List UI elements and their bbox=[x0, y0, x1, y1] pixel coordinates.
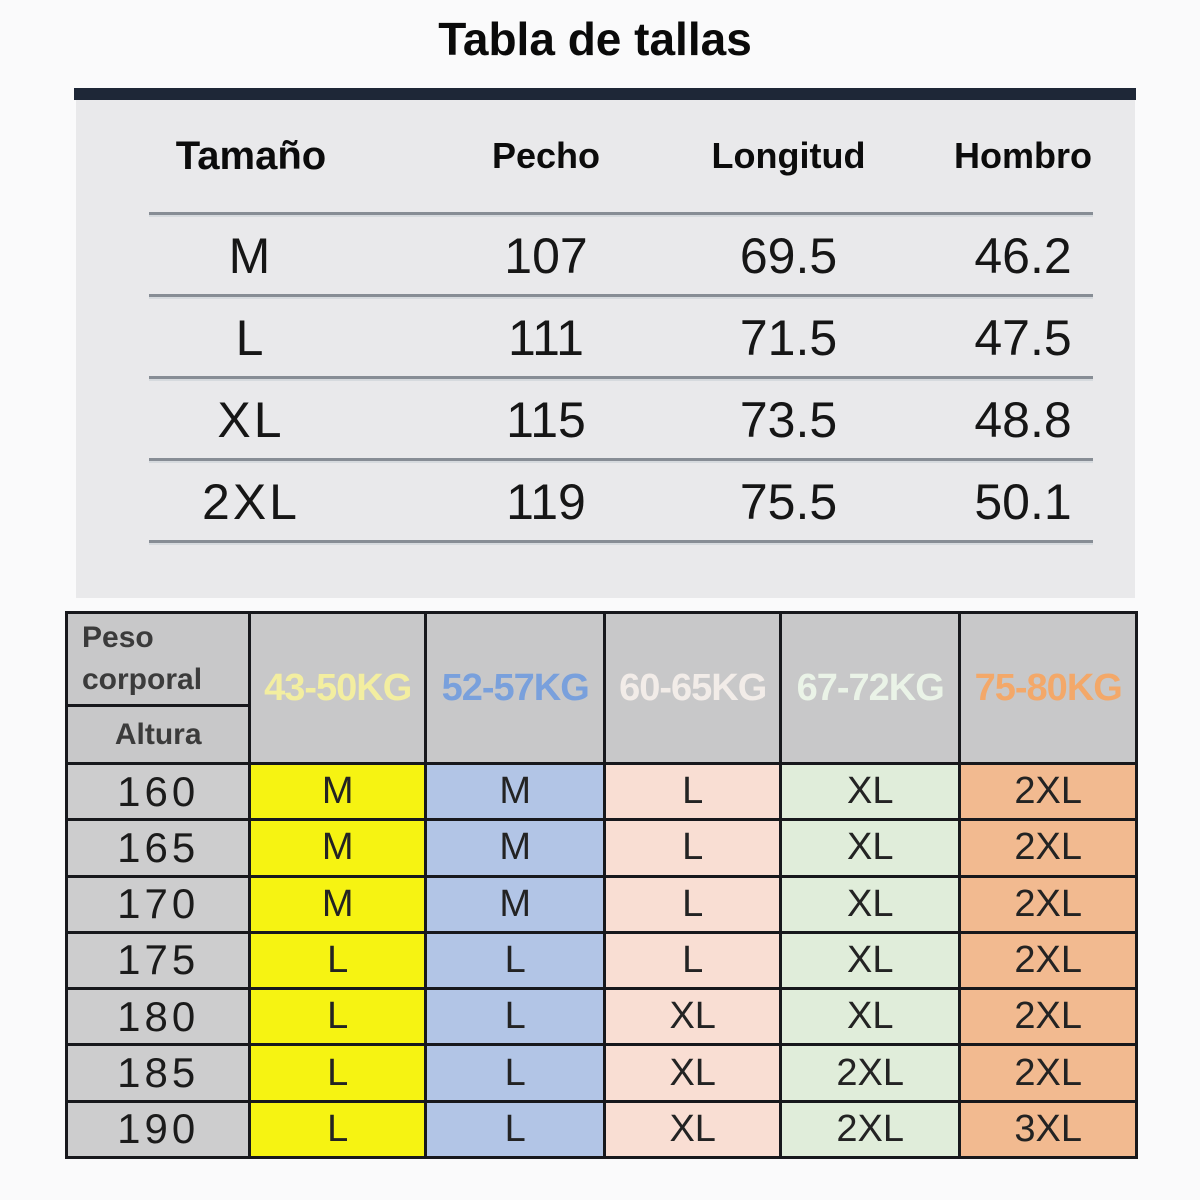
length-value: 73.5 bbox=[739, 392, 838, 448]
shoulder-value: 46.2 bbox=[974, 228, 1072, 284]
size-cell: L bbox=[606, 878, 779, 931]
length-value: 69.5 bbox=[739, 228, 838, 284]
measurements-header-row bbox=[76, 100, 1135, 212]
weight-column-header: 60-65KG bbox=[606, 614, 779, 762]
size-cell: L bbox=[606, 934, 779, 987]
size-cell: 2XL bbox=[961, 821, 1135, 874]
chest-column-header: Pecho bbox=[491, 135, 601, 176]
size-cell: 2XL bbox=[782, 1046, 958, 1099]
shoulder-value: 48.8 bbox=[974, 392, 1072, 448]
size-cell: L bbox=[251, 1103, 424, 1156]
size-cell: XL bbox=[782, 878, 958, 931]
table-row bbox=[76, 218, 1135, 294]
shoulder-value: 47.5 bbox=[974, 310, 1072, 366]
size-cell: M bbox=[251, 878, 424, 931]
weight-column-header: 67-72KG bbox=[782, 614, 958, 762]
size-cell: M bbox=[427, 878, 603, 931]
size-value: 2XL bbox=[202, 474, 300, 530]
size-cell: XL bbox=[606, 1046, 779, 1099]
size-cell: 2XL bbox=[961, 1046, 1135, 1099]
table-row bbox=[76, 382, 1135, 458]
title-divider-bar bbox=[74, 88, 1136, 100]
corner-label-line2: corporal bbox=[82, 662, 203, 696]
table-row bbox=[76, 300, 1135, 376]
size-cell: XL bbox=[606, 990, 779, 1043]
length-value: 75.5 bbox=[739, 474, 838, 530]
weight-height-size-matrix bbox=[65, 611, 1138, 1159]
measurements-table bbox=[76, 100, 1135, 598]
size-cell: L bbox=[427, 990, 603, 1043]
size-cell: M bbox=[427, 821, 603, 874]
size-value: M bbox=[228, 228, 274, 284]
chest-value: 107 bbox=[504, 228, 588, 284]
size-cell: 2XL bbox=[961, 934, 1135, 987]
size-cell: 2XL bbox=[961, 878, 1135, 931]
weight-column-header: 75-80KG bbox=[961, 614, 1135, 762]
height-cell: 180 bbox=[68, 990, 248, 1043]
size-cell: L bbox=[427, 934, 603, 987]
size-cell: 2XL bbox=[782, 1103, 958, 1156]
size-cell: 2XL bbox=[961, 765, 1135, 818]
row-divider bbox=[149, 540, 1093, 546]
height-cell: 190 bbox=[68, 1103, 248, 1156]
size-cell: L bbox=[251, 990, 424, 1043]
weight-column-header: 52-57KG bbox=[427, 614, 603, 762]
size-value: XL bbox=[217, 392, 285, 448]
height-cell: 165 bbox=[68, 821, 248, 874]
corner-height-label: Altura bbox=[114, 717, 202, 751]
size-cell: XL bbox=[782, 990, 958, 1043]
shoulder-value: 50.1 bbox=[974, 474, 1072, 530]
length-value: 71.5 bbox=[739, 310, 838, 366]
size-cell: L bbox=[427, 1103, 603, 1156]
corner-weight-label bbox=[68, 614, 248, 707]
size-column-header: Tamaño bbox=[175, 133, 327, 178]
size-cell: M bbox=[251, 821, 424, 874]
table-row bbox=[76, 464, 1135, 540]
size-cell: 3XL bbox=[961, 1103, 1135, 1156]
height-cell: 175 bbox=[68, 934, 248, 987]
size-cell: M bbox=[251, 765, 424, 818]
height-cell: 170 bbox=[68, 878, 248, 931]
size-cell: L bbox=[606, 821, 779, 874]
size-cell: L bbox=[251, 1046, 424, 1099]
size-cell: M bbox=[427, 765, 603, 818]
chest-value: 119 bbox=[506, 474, 586, 530]
size-cell: L bbox=[251, 934, 424, 987]
size-cell: XL bbox=[782, 934, 958, 987]
chest-value: 111 bbox=[507, 310, 584, 366]
height-cell: 185 bbox=[68, 1046, 248, 1099]
chest-value: 115 bbox=[506, 392, 586, 448]
shoulder-column-header: Hombro bbox=[954, 135, 1092, 176]
page-title: Tabla de tallas bbox=[438, 13, 752, 65]
size-cell: XL bbox=[782, 765, 958, 818]
weight-column-header: 43-50KG bbox=[251, 614, 424, 762]
size-value: L bbox=[235, 310, 267, 366]
size-cell: L bbox=[427, 1046, 603, 1099]
corner-label-line1: Peso bbox=[82, 621, 154, 655]
size-cell: 2XL bbox=[961, 990, 1135, 1043]
length-column-header: Longitud bbox=[711, 135, 866, 176]
corner-cell bbox=[68, 614, 248, 762]
size-cell: XL bbox=[782, 821, 958, 874]
size-cell: XL bbox=[606, 1103, 779, 1156]
height-cell: 160 bbox=[68, 765, 248, 818]
size-cell: L bbox=[606, 765, 779, 818]
